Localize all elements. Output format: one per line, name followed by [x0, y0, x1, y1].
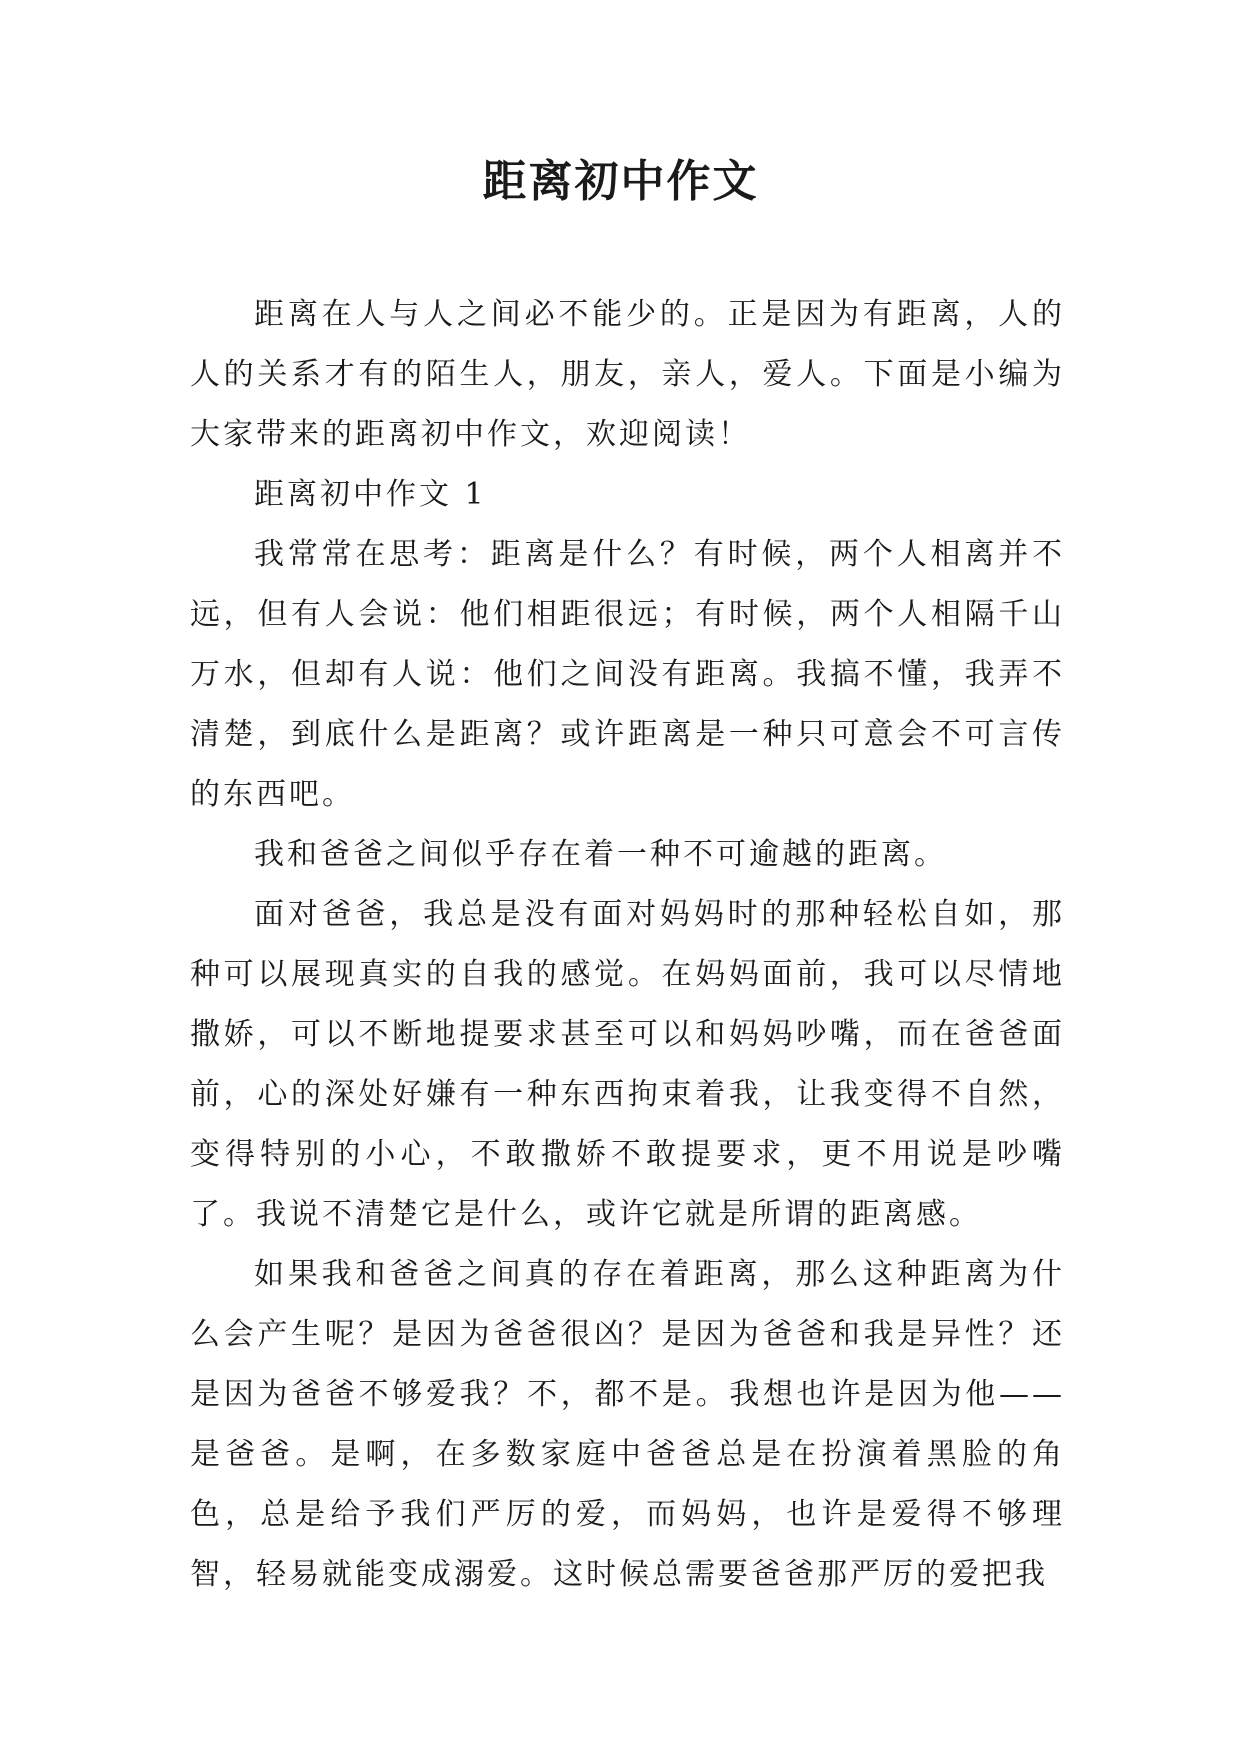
intro-paragraph: 距离在人与人之间必不能少的。正是因为有距离，人的人的关系才有的陌生人，朋友，亲人，爱人。下面是小编为大家带来的距离初中作文，欢迎阅读！	[190, 297, 1065, 452]
document-body	[190, 285, 1065, 1605]
body-paragraph: 面对爸爸，我总是没有面对妈妈时的那种轻松自如，那种可以展现真实的自我的感觉。在妈妈面前，我可以尽情地撒娇，可以不断地提要求甚至可以和妈妈吵嘴，而在爸爸面前，心的深处好嫌有一种东西拘束着我，让我变得不自然，变得特别的小心，不敢撒娇不敢提要求，更不用说是吵嘴了。我说不清楚它是什么，或许它就是所谓的距离感。	[190, 897, 1065, 1232]
body-paragraph: 我和爸爸之间似乎存在着一种不可逾越的距离。	[254, 837, 947, 872]
body-paragraph: 如果我和爸爸之间真的存在着距离，那么这种距离为什么会产生呢？是因为爸爸很凶？是因为爸爸和我是异性？还是因为爸爸不够爱我？不，都不是。我想也许是因为他——是爸爸。是啊，在多数家庭中爸爸总是在扮演着黑脸的角色，总是给予我们严厉的爱，而妈妈，也许是爱得不够理智，轻易就能变成溺爱。这时候总需要爸爸那严厉的爱把我	[190, 1257, 1065, 1592]
body-paragraph: 我常常在思考：距离是什么？有时候，两个人相离并不远，但有人会说：他们相距很远；有时候，两个人相隔千山万水，但却有人说：他们之间没有距离。我搞不懂，我弄不清楚，到底什么是距离？或许距离是一种只可意会不可言传的东西吧。	[190, 537, 1065, 812]
document-title: 距离初中作文	[482, 156, 759, 207]
section-heading: 距离初中作文 1	[254, 477, 487, 512]
